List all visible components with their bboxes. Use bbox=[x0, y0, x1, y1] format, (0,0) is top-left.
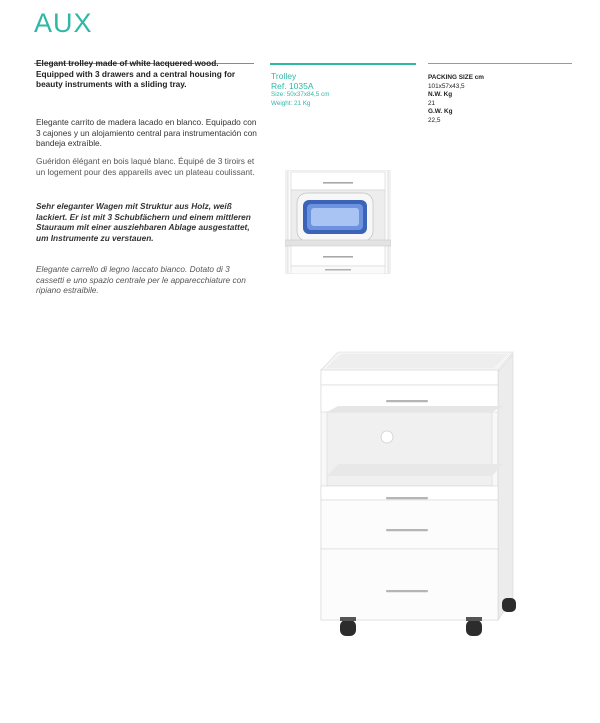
packing-size-label: PACKING SIZE cm bbox=[428, 74, 484, 81]
gross-weight-label: G.W. Kg bbox=[428, 108, 453, 116]
product-ref: Ref. 1035A bbox=[271, 81, 314, 91]
page-title: AUX bbox=[34, 8, 93, 38]
description-english: Elegant trolley made of white lacquered wood. Equipped with 3 drawers and a central housing for beauty instruments with a sliding tray. bbox=[36, 58, 236, 90]
divider-specs bbox=[428, 63, 572, 64]
packing-size-value: 101x57x43,5 bbox=[428, 82, 465, 90]
divider-product bbox=[270, 63, 416, 65]
description-german: Sehr eleganter Wagen mit Struktur aus Holz, weiß lackiert. Er ist mit 3 Schubfächern und einem mittleren Stauraum mit einer ausziehbaren Ablage ausgestattet, um Instrumente zu verstauen. bbox=[36, 201, 251, 243]
packing-specs bbox=[428, 74, 484, 126]
description-spanish: Elegante carrito de madera lacado en blanco. Equipado con 3 cajones y un alojamiento central para instrumentación con bandeja extraíble. bbox=[36, 117, 257, 149]
sterilizer-detail-image bbox=[285, 170, 391, 274]
product-info bbox=[271, 71, 329, 108]
trolley-product-image bbox=[316, 346, 522, 644]
net-weight-label: N.W. Kg bbox=[428, 91, 453, 99]
net-weight-value: 21 bbox=[428, 99, 436, 107]
description-french: Guéridon élégant en bois laqué blanc. Équipé de 3 tiroirs et un logement pour des appareils avec un plateau coulissant. bbox=[36, 156, 255, 177]
product-name: Trolley bbox=[271, 71, 297, 81]
product-weight: Weight: 21 Kg bbox=[271, 99, 311, 107]
description-italian: Elegante carrello di legno laccato bianco. Dotato di 3 cassetti e uno spazio centrale per le apparecchiature con ripiano estraibile. bbox=[36, 264, 246, 296]
product-size: Size: 50x37x84,5 cm bbox=[271, 91, 330, 98]
gross-weight-value: 22,5 bbox=[428, 116, 441, 124]
